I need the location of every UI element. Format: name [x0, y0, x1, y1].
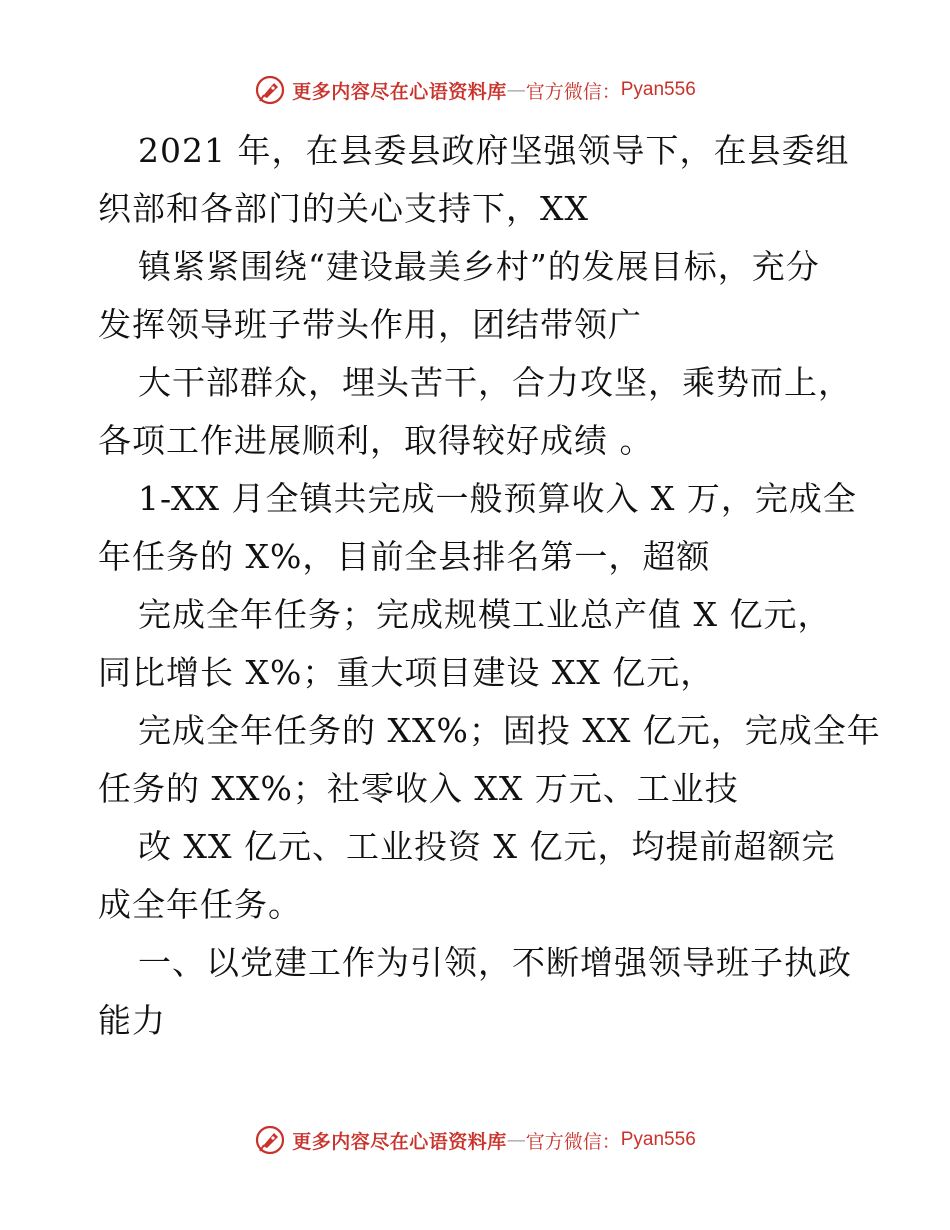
- watermark-separator: —: [506, 79, 526, 101]
- watermark-wechat-label: 官方微信：: [525, 1130, 621, 1153]
- watermark-brand: 更多内容尽在心语资料库: [292, 80, 507, 103]
- body-line: 完成全年任务；完成规模工业总产值 X 亿元，: [138, 595, 832, 634]
- watermark-wechat-id: Pyan556: [620, 1129, 696, 1150]
- watermark-brand: 更多内容尽在心语资料库: [292, 1130, 507, 1153]
- body-line: 各项工作进展顺利，取得较好成绩 。: [98, 421, 654, 460]
- pen-nib-logo-icon: [254, 1124, 286, 1156]
- body-line: 改 XX 亿元、工业投资 X 亿元，均提前超额完: [138, 827, 836, 866]
- body-line: 年任务的 X%，目前全县排名第一，超额: [98, 537, 711, 576]
- body-line: 同比增长 X%；重大项目建设 XX 亿元，: [98, 653, 715, 692]
- watermark-wechat-label: 官方微信：: [525, 80, 621, 103]
- section-heading-line: 一、以党建工作为引领，不断增强领导班子执政: [138, 943, 852, 982]
- body-line: 1-XX 月全镇共完成一般预算收入 X 万，完成全: [138, 479, 857, 518]
- watermark-wechat-id: Pyan556: [620, 79, 696, 100]
- body-line: 镇紧紧围绕“建设最美乡村”的发展目标，充分: [138, 247, 820, 286]
- body-line: 2021 年，在县委县政府坚强领导下，在县委组: [138, 131, 850, 170]
- body-line: 成全年任务。: [98, 885, 302, 924]
- header-watermark: [0, 70, 950, 110]
- pen-nib-logo-icon: [254, 74, 286, 106]
- footer-watermark: [0, 1120, 950, 1160]
- body-line: 织部和各部门的关心支持下，XX: [98, 189, 589, 228]
- body-line: 发挥领导班子带头作用，团结带领广: [98, 305, 642, 344]
- body-line: 任务的 XX%；社零收入 XX 万元、工业技: [98, 769, 739, 808]
- body-line: 大干部群众，埋头苦干，合力攻坚，乘势而上，: [138, 363, 852, 402]
- body-line: 完成全年任务的 XX%；固投 XX 亿元，完成全年: [138, 711, 881, 750]
- section-heading-line: 能力: [98, 1001, 166, 1040]
- watermark-separator: —: [506, 1129, 526, 1151]
- document-body: [98, 122, 881, 1050]
